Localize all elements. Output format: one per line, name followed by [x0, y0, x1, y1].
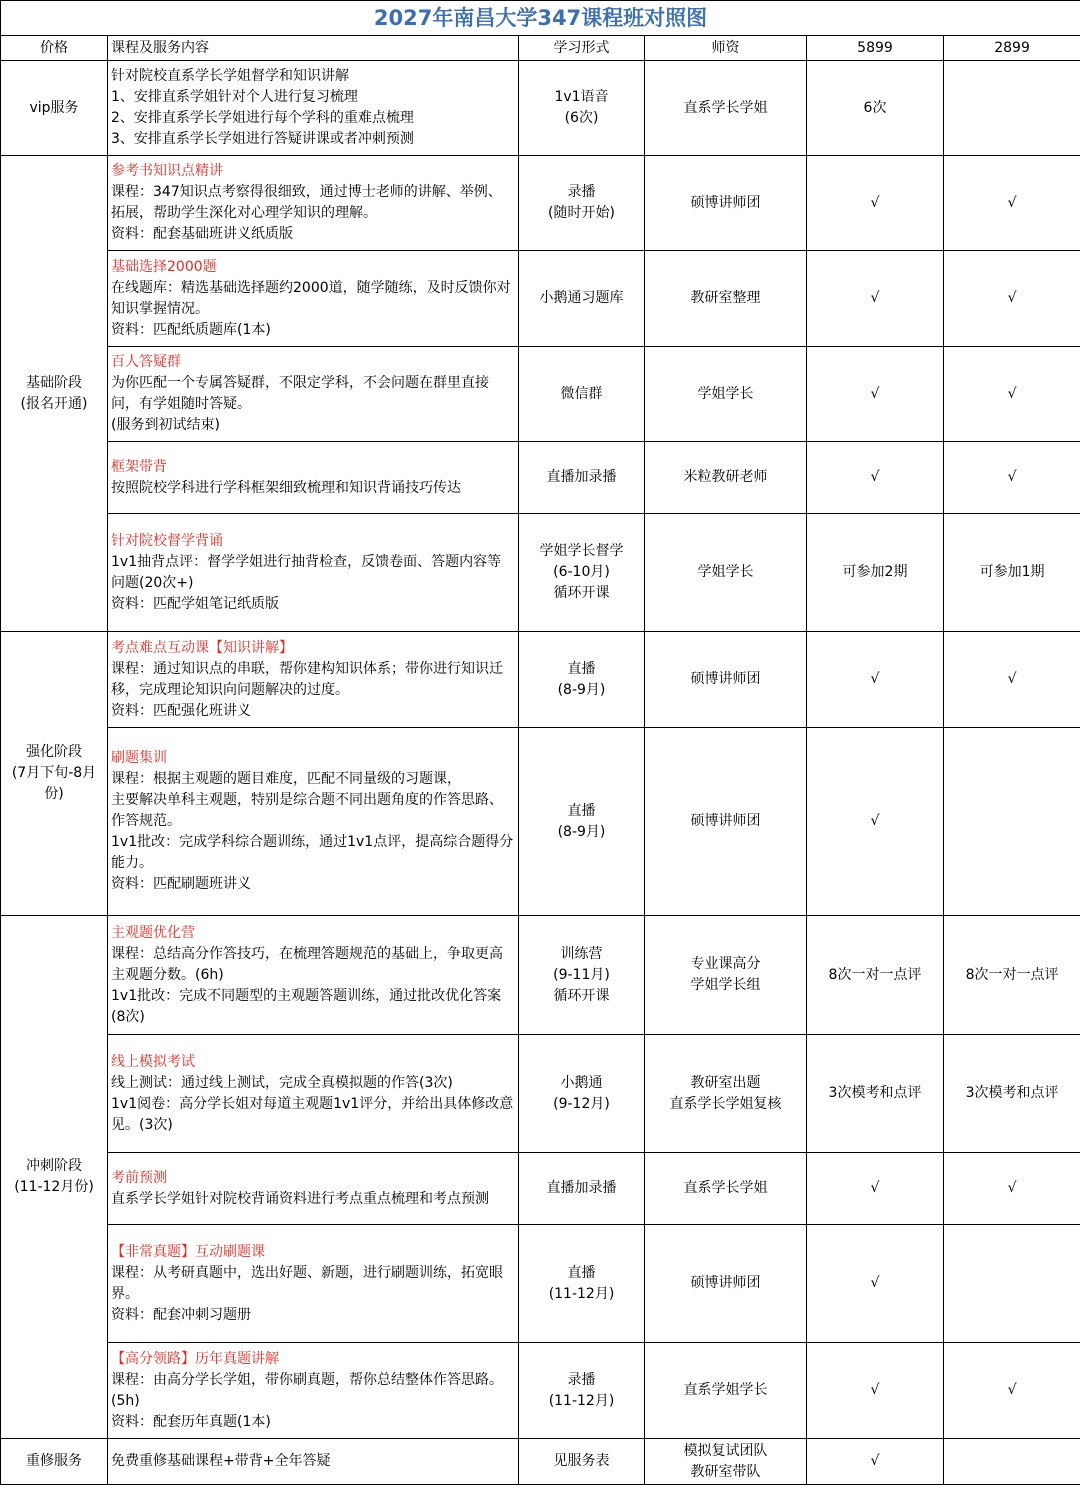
table-row: [1, 442, 1080, 514]
table-row: [1, 1343, 1080, 1439]
content-cell: [108, 1035, 519, 1153]
price-2899-cell: [944, 442, 1080, 514]
course-description-line: 1、安排直系学姐针对个人进行复习梳理: [111, 89, 358, 105]
form-cell-text: 直播 (8-9月): [557, 660, 606, 698]
content-cell: [108, 1153, 519, 1225]
form-cell-text: 小鹅通 (9-12月): [553, 1074, 610, 1112]
stage-cell-text: vip服务: [29, 99, 79, 116]
course-description-line: 课程：通过知识点的串联，帮你建构知识体系；带你进行知识迁移，完成理论知识向问题解决的过度。: [111, 660, 503, 698]
price-5899-cell-text: 8次一对一点评: [828, 966, 922, 983]
teacher-cell-text: 学姐学长: [697, 564, 754, 580]
header-content: 课程及服务内容: [108, 36, 519, 61]
course-description-line: 课程：347知识点考察得很细致，通过博士老师的讲解、举例、拓展，帮助学生深化对心理学知识的理解。: [111, 184, 502, 221]
teacher-cell-text: 专业课高分 学姐学长组: [690, 956, 761, 993]
price-5899-cell-text: √: [870, 671, 880, 687]
course-heading: 主观题优化营: [111, 924, 195, 941]
content-cell: [108, 1225, 519, 1343]
table-row: [1, 728, 1080, 916]
teacher-cell-text: 硕博讲师团: [690, 194, 761, 211]
course-description-line: (服务到初试结束): [111, 417, 220, 433]
content-cell: [108, 916, 519, 1035]
course-description-line: 主要解决单科主观题，特别是综合题不同出题角度的作答思路、作答规范。: [111, 792, 503, 829]
price-5899-cell-text: √: [870, 194, 880, 211]
stage-cell: [1, 916, 108, 1439]
price-2899-cell: [944, 916, 1080, 1035]
price-2899-cell-text: √: [1007, 290, 1017, 306]
header-form: 学习形式: [519, 36, 645, 61]
stage-cell-text: 冲刺阶段 (11-12月份): [14, 1158, 94, 1195]
content-cell: [108, 1343, 519, 1439]
course-description-line: 为你匹配一个专属答疑群，不限定学科，不会问题在群里直接问，有学姐随时答疑。: [111, 375, 489, 412]
table-row: [1, 632, 1080, 728]
form-cell: [519, 1439, 645, 1485]
course-description-line: 1v1抽背点评：督学学姐进行抽背检查，反馈卷面、答题内容等问题(20次+): [111, 553, 502, 591]
price-5899-cell-text: 3次模考和点评: [828, 1085, 922, 1101]
price-2899-cell-text: √: [1007, 1382, 1017, 1398]
course-description-line: 直系学长学姐针对院校背诵资料进行考点重点梳理和考点预测: [111, 1190, 489, 1207]
price-2899-cell-text: 8次一对一点评: [965, 966, 1059, 983]
course-heading: 线上模拟考试: [111, 1053, 195, 1070]
price-5899-cell-text: 可参加2期: [842, 564, 908, 580]
price-2899-cell-text: 可参加1期: [979, 564, 1045, 580]
course-description-line: 1v1批改：完成学科综合题训练，通过1v1点评，提高综合题得分能力。: [111, 834, 514, 871]
teacher-cell: [645, 347, 807, 442]
header-teacher: 师资: [645, 36, 807, 61]
price-5899-cell: [807, 1225, 944, 1343]
teacher-cell: [645, 251, 807, 347]
content-cell: [108, 156, 519, 251]
price-2899-cell: [944, 1439, 1080, 1485]
price-5899-cell-text: √: [870, 1275, 880, 1291]
teacher-cell-text: 硕博讲师团: [690, 1275, 761, 1291]
course-description-line: 资料：配套冲刺习题册: [111, 1306, 251, 1323]
price-5899-cell: [807, 61, 944, 156]
price-5899-cell: [807, 251, 944, 347]
form-cell-text: 录播 (随时开始): [548, 184, 615, 221]
stage-cell-text: 重修服务: [26, 1453, 82, 1469]
teacher-cell: [645, 61, 807, 156]
form-cell-text: 训练营 (9-11月) 循环开课: [553, 945, 610, 1004]
course-description-line: 在线题库：精选基础选择题约2000道，随学随练，及时反馈你对知识掌握情况。: [111, 279, 511, 317]
form-cell-text: 直播 (11-12月): [548, 1264, 615, 1302]
stage-cell-text: 强化阶段 (7月下旬-8月份): [11, 744, 97, 802]
content-cell: [108, 1439, 519, 1485]
price-2899-cell: [944, 632, 1080, 728]
course-description-line: 免费重修基础课程+带背+全年答疑: [111, 1453, 331, 1469]
form-cell: [519, 1153, 645, 1225]
teacher-cell: [645, 514, 807, 632]
price-2899-cell: [944, 514, 1080, 632]
form-cell-text: 见服务表: [553, 1453, 610, 1469]
price-2899-cell: [944, 1035, 1080, 1153]
course-description-line: 1v1阅卷：高分学长姐对每道主观题1v1评分，并给出具体修改意见。(3次): [111, 1095, 514, 1133]
form-cell: [519, 442, 645, 514]
stage-cell: [1, 1439, 108, 1485]
form-cell-text: 直播 (8-9月): [557, 802, 606, 840]
table-row: [1, 1035, 1080, 1153]
table-row: [1, 916, 1080, 1035]
form-cell: [519, 251, 645, 347]
form-cell: [519, 1035, 645, 1153]
price-5899-cell-text: 6次: [863, 99, 887, 116]
form-cell: [519, 1343, 645, 1439]
table-row: [1, 1225, 1080, 1343]
teacher-cell: [645, 916, 807, 1035]
price-2899-cell: [944, 1225, 1080, 1343]
teacher-cell: [645, 1225, 807, 1343]
form-cell: [519, 156, 645, 251]
course-heading: 框架带背: [111, 458, 167, 475]
teacher-cell-text: 学姐学长: [697, 385, 754, 402]
table-row: [1, 61, 1080, 156]
table-row: [1, 251, 1080, 347]
content-cell: [108, 728, 519, 916]
teacher-cell-text: 模拟复试团队 教研室带队: [683, 1442, 768, 1480]
price-2899-cell: [944, 347, 1080, 442]
price-2899-cell-text: 3次模考和点评: [965, 1085, 1059, 1101]
price-5899-cell-text: √: [870, 290, 880, 306]
form-cell: [519, 632, 645, 728]
form-cell-text: 小鹅通习题库: [539, 290, 624, 306]
teacher-cell-text: 教研室整理: [690, 290, 761, 306]
course-description-line: 资料：匹配刷题班讲义: [111, 876, 251, 892]
price-5899-cell: [807, 156, 944, 251]
price-5899-cell-text: √: [870, 385, 880, 402]
teacher-cell-text: 硕博讲师团: [690, 813, 761, 829]
course-description-line: 课程：由高分学长学姐，带你刷真题，帮你总结整体作答思路。(5h): [111, 1371, 503, 1409]
course-description-line: 资料：匹配学姐笔记纸质版: [111, 595, 279, 612]
price-2899-cell: [944, 728, 1080, 916]
course-description-line: 3、安排直系学长学姐进行答疑讲课或者冲刺预测: [111, 131, 414, 147]
price-2899-cell-text: √: [1007, 469, 1017, 485]
stage-cell: [1, 632, 108, 916]
course-heading: 考前预测: [111, 1169, 167, 1186]
form-cell-text: 直播加录播: [546, 469, 617, 485]
price-5899-cell-text: √: [870, 1453, 880, 1469]
form-cell-text: 录播 (11-12月): [548, 1371, 615, 1409]
form-cell: [519, 728, 645, 916]
form-cell: [519, 61, 645, 156]
course-heading: 针对院校督学背诵: [111, 532, 223, 549]
teacher-cell-text: 硕博讲师团: [690, 671, 761, 687]
price-5899-cell: [807, 347, 944, 442]
course-heading: 【高分领路】历年真题讲解: [111, 1350, 279, 1367]
course-description-line: 按照院校学科进行学科框架细致梳理和知识背诵技巧传达: [111, 479, 461, 496]
teacher-cell: [645, 442, 807, 514]
price-5899-cell: [807, 1439, 944, 1485]
content-cell: [108, 251, 519, 347]
form-cell: [519, 514, 645, 632]
header-5899: 5899: [807, 36, 944, 61]
teacher-cell-text: 直系学姐学长: [683, 1382, 768, 1398]
price-5899-cell: [807, 916, 944, 1035]
table-title: 2027年南昌大学347课程班对照图: [1, 1, 1080, 36]
course-description-line: 针对院校直系学长学姐督学和知识讲解: [111, 68, 349, 84]
course-heading: 基础选择2000题: [111, 258, 217, 275]
teacher-cell-text: 直系学长学姐: [683, 1180, 768, 1196]
price-2899-cell-text: √: [1007, 1180, 1017, 1196]
course-description-line: 资料：配套历年真题(1本): [111, 1413, 271, 1430]
content-cell: [108, 514, 519, 632]
table-row: [1, 1153, 1080, 1225]
table-row: [1, 156, 1080, 251]
content-cell: [108, 442, 519, 514]
teacher-cell: [645, 1439, 807, 1485]
teacher-cell: [645, 156, 807, 251]
teacher-cell: [645, 1343, 807, 1439]
course-description-line: 资料：配套基础班讲义纸质版: [111, 226, 293, 242]
price-5899-cell: [807, 632, 944, 728]
price-5899-cell: [807, 514, 944, 632]
price-5899-cell: [807, 1035, 944, 1153]
stage-cell: [1, 156, 108, 632]
price-2899-cell: [944, 1343, 1080, 1439]
course-description-line: 资料：匹配强化班讲义: [111, 702, 251, 719]
content-cell: [108, 632, 519, 728]
teacher-cell-text: 直系学长学姐: [683, 99, 768, 116]
header-row: [1, 36, 1080, 61]
course-heading: 参考书知识点精讲: [111, 163, 223, 179]
price-2899-cell: [944, 61, 1080, 156]
price-2899-cell: [944, 1153, 1080, 1225]
course-description-line: 资料：匹配纸质题库(1本): [111, 321, 271, 338]
content-cell: [108, 347, 519, 442]
course-heading: 【非常真题】互动刷题课: [111, 1243, 265, 1260]
price-5899-cell-text: √: [870, 469, 880, 485]
price-2899-cell: [944, 251, 1080, 347]
form-cell: [519, 347, 645, 442]
course-description-line: 1v1批改：完成不同题型的主观题答题训练，通过批改优化答案(8次): [111, 987, 502, 1025]
price-5899-cell-text: √: [870, 1382, 880, 1398]
price-2899-cell: [944, 156, 1080, 251]
content-cell: [108, 61, 519, 156]
course-description-line: 课程：总结高分作答技巧，在梳理答题规范的基础上，争取更高主观题分数。(6h): [111, 945, 503, 983]
course-heading: 考点难点互动课【知识讲解】: [111, 639, 293, 656]
price-2899-cell-text: √: [1007, 385, 1017, 402]
table-row: [1, 514, 1080, 632]
form-cell-text: 直播加录播: [546, 1180, 617, 1196]
course-heading: 百人答疑群: [111, 354, 181, 370]
teacher-cell: [645, 632, 807, 728]
form-cell-text: 1v1语音 (6次): [554, 89, 609, 126]
price-5899-cell: [807, 1153, 944, 1225]
header-2899: 2899: [944, 36, 1080, 61]
price-5899-cell-text: √: [870, 1180, 880, 1196]
course-description-line: 线上测试：通过线上测试，完成全真模拟题的作答(3次): [111, 1074, 453, 1091]
price-5899-cell-text: √: [870, 813, 880, 829]
stage-cell: [1, 61, 108, 156]
course-description-line: 课程：根据主观题的题目难度，匹配不同量级的习题课，: [111, 771, 461, 787]
form-cell: [519, 916, 645, 1035]
teacher-cell: [645, 728, 807, 916]
price-2899-cell-text: √: [1007, 671, 1017, 687]
course-description-line: 2、安排直系学长学姐进行每个学科的重难点梳理: [111, 110, 414, 126]
form-cell-text: 微信群: [560, 385, 603, 402]
course-heading: 刷题集训: [111, 750, 167, 766]
price-5899-cell: [807, 1343, 944, 1439]
teacher-cell-text: 米粒教研老师: [683, 469, 768, 485]
teacher-cell: [645, 1153, 807, 1225]
form-cell: [519, 1225, 645, 1343]
price-5899-cell: [807, 728, 944, 916]
table-row: [1, 1439, 1080, 1485]
teacher-cell-text: 教研室出题 直系学长学姐复核: [669, 1074, 782, 1112]
table-row: [1, 347, 1080, 442]
stage-cell-text: 基础阶段 (报名开通): [20, 374, 88, 412]
header-price: 价格: [1, 36, 108, 61]
teacher-cell: [645, 1035, 807, 1153]
price-5899-cell: [807, 442, 944, 514]
form-cell-text: 学姐学长督学 (6-10月) 循环开课: [539, 543, 624, 601]
course-description-line: 课程：从考研真题中，选出好题、新题，进行刷题训练，拓宽眼界。: [111, 1264, 503, 1302]
price-2899-cell-text: √: [1007, 194, 1017, 211]
